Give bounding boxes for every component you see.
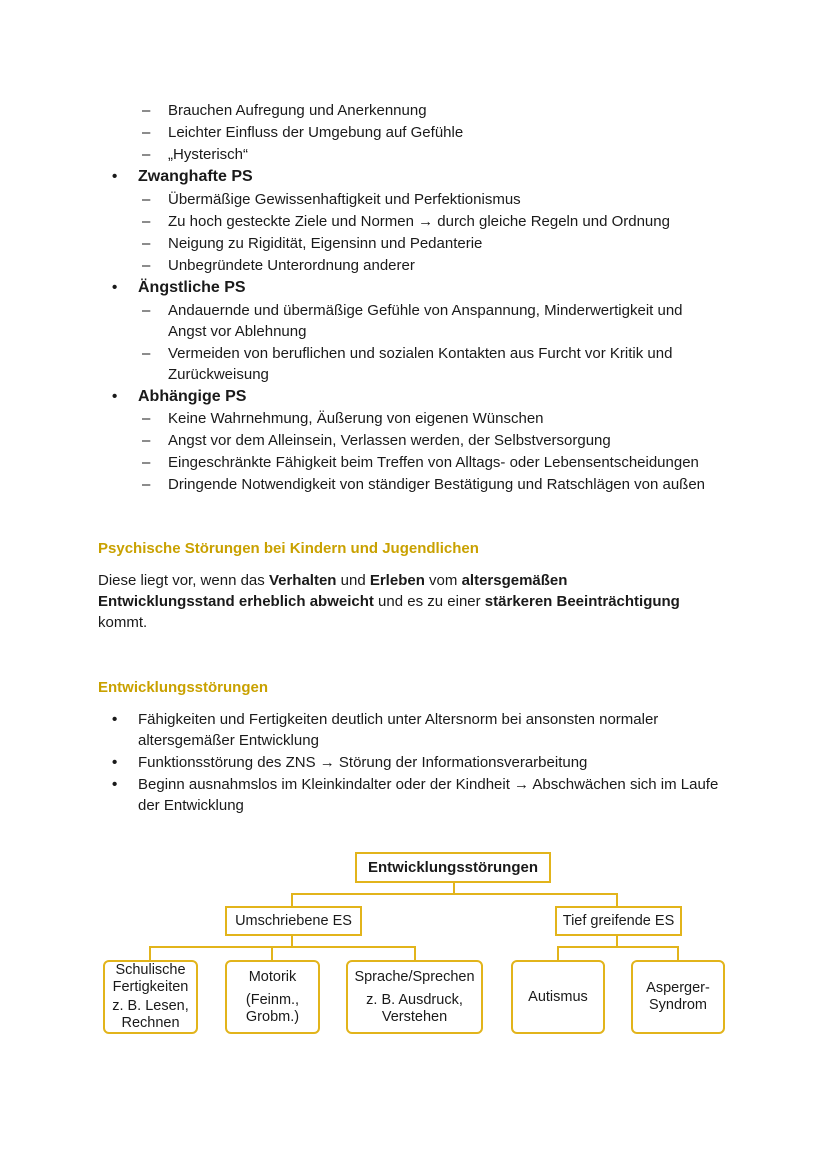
text-bold: Erleben [369,572,425,589]
connector-line [414,946,416,961]
connector-line [616,893,618,907]
node-text: Schulische [115,962,186,978]
es-bullet-3b: der Entwicklung [138,797,244,814]
histrionic-item-2: Leichter Einfluss der Umgebung auf Gefühle [168,124,464,141]
connector-line [149,946,416,948]
text: vom [424,572,462,589]
node-text: Grobm.) [245,1008,300,1025]
dash-glyph: – [142,235,151,252]
text-bold: stärkeren Beeinträchtigung [484,593,680,610]
text: und es zu einer [373,593,485,610]
node-text: (Feinm., [245,991,300,1008]
bullet-icon: • [112,168,118,185]
zwanghaft-title: Zwanghafte PS [138,168,253,185]
abhaengig-item-3: Eingeschränkte Fähigkeit beim Treffen von Alltags- oder Lebensentscheidungen [168,454,699,471]
dash-glyph: – [142,257,151,274]
node-text: Autismus [528,988,588,1005]
diagram-node-sprache [346,960,483,1034]
node-text: Fertigkeiten [112,979,189,995]
text: Diese liegt vor, wenn das [98,572,269,589]
text: und [336,572,370,589]
diagram-node-motorik [225,960,320,1034]
dash-glyph: – [142,102,151,119]
dash-glyph: – [142,146,151,163]
kinder-paragraph-line-2 [98,591,680,612]
histrionic-item-1: Brauchen Aufregung und Anerkennung [168,102,427,119]
bullet-icon: • [112,279,118,296]
es-bullet-1a: Fähigkeiten und Fertigkeiten deutlich unter Altersnorm bei ansonsten normaler [138,711,659,728]
aengstlich-item-1a: Andauernde und übermäßige Gefühle von Anspannung, Minderwertigkeit und [168,302,683,319]
es-bullet-3a: Beginn ausnahmslos im Kleinkindalter oder der Kindheit → Abschwächen sich im Laufe [138,776,719,793]
node-text: Rechnen [121,1015,180,1031]
es-bullet-1b: altersgemäßer Entwicklung [138,732,319,749]
aengstlich-item-2a: Vermeiden von beruflichen und sozialen Kontakten aus Furcht vor Kritik und [168,345,673,362]
text-bold: Entwicklungsstand erheblich abweicht [98,593,374,610]
dash-glyph: – [142,454,151,471]
abhaengig-title: Abhängige PS [138,388,247,405]
dash-glyph: – [142,124,151,141]
es-bullet-2: Funktionsstörung des ZNS → Störung der Informationsverarbeitung [138,754,588,771]
connector-line [271,946,273,961]
zwanghaft-item-3: Neigung zu Rigidität, Eigensinn und Pedanterie [168,235,483,252]
node-text: Motorik [248,968,297,985]
diagram-node-asperger [631,960,725,1034]
section-heading-kinder: Psychische Störungen bei Kindern und Jugendlichen [98,540,479,557]
bullet-icon: • [112,711,118,728]
diagram-root-node: Entwicklungsstörungen [355,852,551,883]
dash-glyph: – [142,191,151,208]
zwanghaft-item-4: Unbegründete Unterordnung anderer [168,257,415,274]
bullet-icon: • [112,754,118,771]
node-text: Syndrom [648,997,708,1013]
dash-glyph: – [142,345,151,362]
connector-line [291,893,293,907]
dash-glyph: – [142,476,151,493]
dash-glyph: – [142,432,151,449]
connector-line [149,946,151,961]
histrionic-item-3: „Hysterisch“ [168,146,249,163]
bullet-icon: • [112,776,118,793]
diagram-node-tief-greifende: Tief greifende ES [555,906,682,936]
connector-line [291,893,618,895]
section-heading-es: Entwicklungsstörungen [98,679,269,696]
aengstlich-item-2b: Zurückweisung [168,366,269,383]
abhaengig-item-2: Angst vor dem Alleinsein, Verlassen werden, der Selbstversorgung [168,432,611,449]
connector-line [557,946,559,961]
zwanghaft-item-2: Zu hoch gesteckte Ziele und Normen → durch gleiche Regeln und Ordnung [168,213,670,230]
node-text: Verstehen [381,1008,448,1025]
aengstlich-item-1b: Angst vor Ablehnung [168,323,307,340]
abhaengig-item-1: Keine Wahrnehmung, Äußerung von eigenen Wünschen [168,410,544,427]
dash-glyph: – [142,302,151,319]
text-bold: altersgemäßen [461,572,568,589]
connector-line [557,946,679,948]
kinder-paragraph-line-3: kommt. [98,614,148,631]
node-text: z. B. Ausdruck, [366,991,463,1008]
diagram-node-schulische [103,960,198,1034]
aengstlich-title: Ängstliche PS [138,279,246,296]
kinder-paragraph-line-1 [98,570,567,591]
node-text: Sprache/Sprechen [354,968,475,985]
node-text: z. B. Lesen, [112,998,189,1014]
diagram-node-autismus [511,960,605,1034]
abhaengig-item-4: Dringende Notwendigkeit von ständiger Bestätigung und Ratschlägen von außen [168,476,706,493]
text-bold: Verhalten [268,572,337,589]
bullet-icon: • [112,388,118,405]
dash-glyph: – [142,213,151,230]
zwanghaft-item-1: Übermäßige Gewissenhaftigkeit und Perfektionismus [168,191,521,208]
node-text: Asperger- [646,980,710,996]
dash-glyph: – [142,410,151,427]
diagram-node-umschriebene: Umschriebene ES [225,906,362,936]
connector-line [677,946,679,961]
